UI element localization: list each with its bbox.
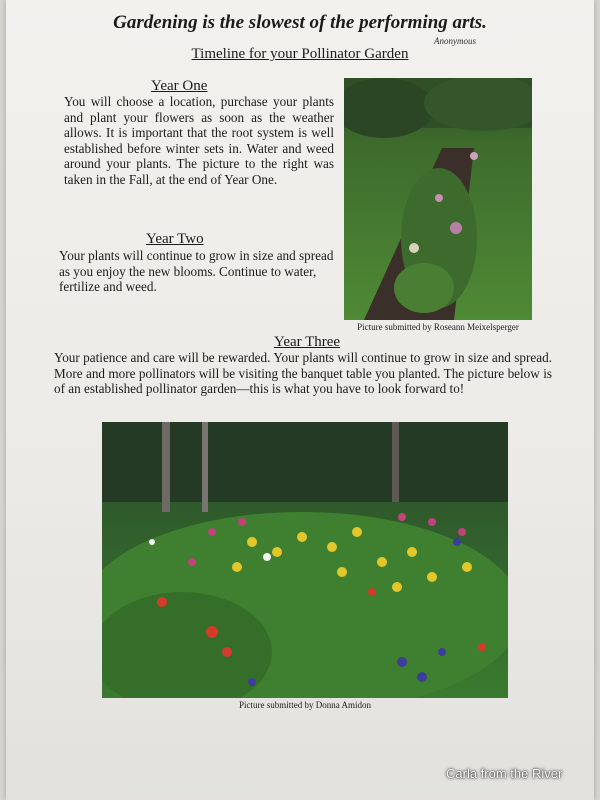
garden-photo-year-three [102,422,508,698]
photo-two-caption: Picture submitted by Donna Amidon [239,700,371,710]
garden-photo-year-one [344,78,532,320]
photo-one-caption: Picture submitted by Roseann Meixelsperger [357,322,519,332]
document-page [6,0,594,800]
watermark-text: Carla from the River [446,766,563,781]
year-one-heading: Year One [151,78,208,94]
garden-photo-year-three-art [102,422,508,698]
year-three-heading: Year Three [274,334,341,350]
year-two-text: Your plants will continue to grow in size and spread as you enjoy the new blooms. Continue to water, fertilize and weed. [59,248,334,294]
year-one-text: You will choose a location, purchase your plants and plant your flowers as soon as the weather allows. It is important that the root system is well established before winter sets in. Water and weed around your plants. The picture to the right was taken in the Fall, at the end of Year One. [64,94,334,187]
page-title: Timeline for your Pollinator Garden [191,46,409,62]
garden-photo-year-one-art [344,78,532,320]
year-three-text: Your patience and care will be rewarded. Your plants will continue to grow in size and spread. More and more pollinators will be visiting the banquet table you planted. The picture below is of an established pollinator garden—this is what you have to look forward to! [54,350,552,396]
page-quote: Gardening is the slowest of the performing arts. [113,12,487,33]
year-two-heading: Year Two [146,231,204,247]
quote-attribution: Anonymous [434,36,476,46]
